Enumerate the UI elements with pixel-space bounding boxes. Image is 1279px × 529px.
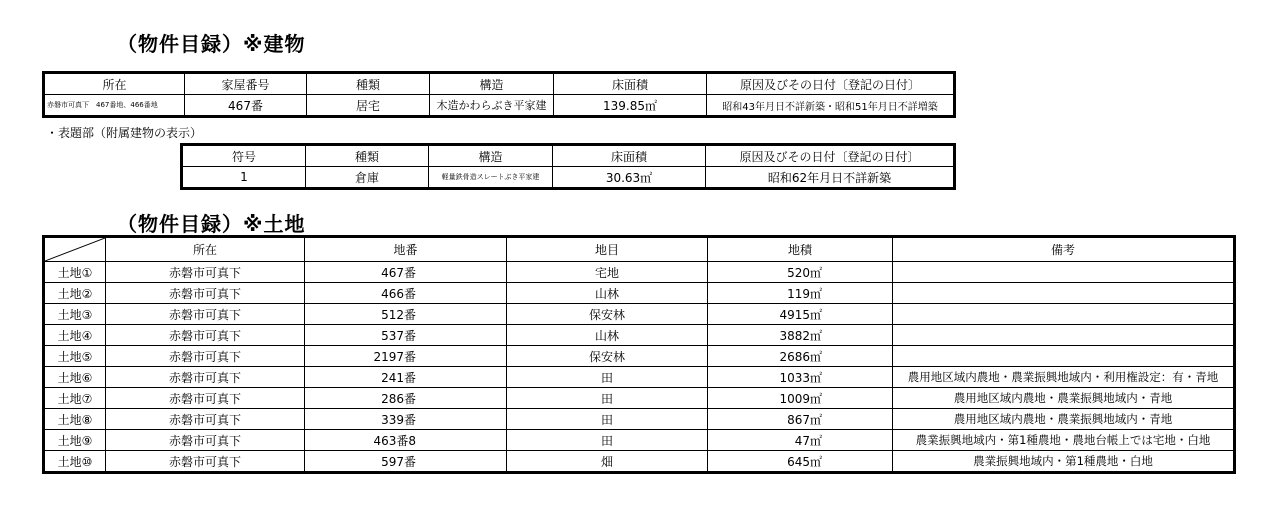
land-area: 2686㎡ — [708, 346, 893, 367]
table-row — [44, 304, 1235, 325]
land-area: 645㎡ — [708, 451, 893, 473]
land-location: 赤磐市可真下 — [106, 409, 305, 430]
land-remarks: 農業振興地域内・第1種農地・白地 — [893, 451, 1235, 473]
land-category: 田 — [507, 367, 708, 388]
table-row — [44, 451, 1235, 473]
table-row — [44, 388, 1235, 409]
land-remarks: 農用地区域内農地・農業振興地域内・利用権設定：有・青地 — [893, 367, 1235, 388]
building-heading: （物件目録）※建物 — [117, 32, 306, 56]
land-remarks — [893, 346, 1235, 367]
diagonal-line — [45, 238, 105, 261]
building-location: 赤磐市可真下 467番地、466番地 — [44, 95, 185, 117]
land-remarks — [893, 283, 1235, 304]
land-location: 赤磐市可真下 — [106, 304, 305, 325]
land-category: 田 — [507, 388, 708, 409]
header-area: 地積 — [708, 237, 893, 262]
annex-cause: 昭和62年月日不詳新築 — [706, 167, 955, 189]
land-area: 520㎡ — [708, 262, 893, 283]
annex-floor-area: 30.63㎡ — [553, 167, 706, 189]
land-remarks: 農用地区域内農地・農業振興地域内・青地 — [893, 409, 1235, 430]
land-body — [44, 262, 1235, 473]
land-lot: 537番 — [305, 325, 507, 346]
land-label: 土地⑥ — [44, 367, 106, 388]
annex-header-row — [182, 145, 955, 167]
land-lot: 597番 — [305, 451, 507, 473]
header-category: 地目 — [507, 237, 708, 262]
land-label: 土地⑦ — [44, 388, 106, 409]
land-location: 赤磐市可真下 — [106, 346, 305, 367]
header-structure: 構造 — [429, 145, 553, 167]
annex-note: ・表題部（附属建物の表示） — [46, 126, 203, 140]
land-category: 田 — [507, 430, 708, 451]
annex-data-row — [182, 167, 955, 189]
table-row — [44, 409, 1235, 430]
building-cause: 昭和43年月日不詳新築・昭和51年月日不詳増築 — [707, 95, 955, 117]
land-remarks — [893, 304, 1235, 325]
building-table — [42, 71, 956, 118]
annex-symbol: 1 — [182, 167, 306, 189]
land-label: 土地① — [44, 262, 106, 283]
land-area: 47㎡ — [708, 430, 893, 451]
building-floor-area: 139.85㎡ — [554, 95, 707, 117]
header-house-number: 家屋番号 — [185, 73, 307, 95]
land-category: 山林 — [507, 325, 708, 346]
land-lot: 467番 — [305, 262, 507, 283]
land-lot: 241番 — [305, 367, 507, 388]
land-location: 赤磐市可真下 — [106, 283, 305, 304]
annex-kind: 倉庫 — [306, 167, 429, 189]
annex-table — [180, 143, 956, 190]
header-cause: 原因及びその日付〔登記の日付〕 — [707, 73, 955, 95]
corner-diagonal-cell — [44, 237, 106, 262]
header-lot: 地番 — [305, 237, 507, 262]
header-location: 所在 — [106, 237, 305, 262]
land-remarks — [893, 262, 1235, 283]
land-lot: 339番 — [305, 409, 507, 430]
land-label: 土地⑩ — [44, 451, 106, 473]
table-row — [44, 346, 1235, 367]
land-category: 保安林 — [507, 346, 708, 367]
land-label: 土地⑨ — [44, 430, 106, 451]
header-floor-area: 床面積 — [553, 145, 706, 167]
land-label: 土地⑤ — [44, 346, 106, 367]
land-area: 119㎡ — [708, 283, 893, 304]
table-row — [44, 325, 1235, 346]
land-remarks: 農業振興地域内・第1種農地・農地台帳上では宅地・白地 — [893, 430, 1235, 451]
land-label: 土地⑧ — [44, 409, 106, 430]
land-category: 宅地 — [507, 262, 708, 283]
land-area: 867㎡ — [708, 409, 893, 430]
land-category: 田 — [507, 409, 708, 430]
land-label: 土地④ — [44, 325, 106, 346]
header-cause: 原因及びその日付〔登記の日付〕 — [706, 145, 955, 167]
land-header-row — [44, 237, 1235, 262]
land-lot: 463番8 — [305, 430, 507, 451]
annex-structure: 軽量鉄骨造スレートぶき平家建 — [429, 167, 553, 189]
land-category: 畑 — [507, 451, 708, 473]
land-category: 保安林 — [507, 304, 708, 325]
land-remarks — [893, 325, 1235, 346]
header-kind: 種類 — [307, 73, 430, 95]
land-lot: 2197番 — [305, 346, 507, 367]
building-house-number: 467番 — [185, 95, 307, 117]
land-location: 赤磐市可真下 — [106, 451, 305, 473]
header-remarks: 備考 — [893, 237, 1235, 262]
header-location: 所在 — [44, 73, 185, 95]
land-category: 山林 — [507, 283, 708, 304]
land-label: 土地③ — [44, 304, 106, 325]
land-heading: （物件目録）※土地 — [117, 212, 306, 236]
table-row — [44, 367, 1235, 388]
table-row — [44, 262, 1235, 283]
land-location: 赤磐市可真下 — [106, 262, 305, 283]
land-area: 3882㎡ — [708, 325, 893, 346]
building-header-row — [44, 73, 955, 95]
land-area: 4915㎡ — [708, 304, 893, 325]
land-remarks: 農用地区域内農地・農業振興地域内・青地 — [893, 388, 1235, 409]
building-data-row — [44, 95, 955, 117]
land-lot: 512番 — [305, 304, 507, 325]
building-kind: 居宅 — [307, 95, 430, 117]
header-kind: 種類 — [306, 145, 429, 167]
header-floor-area: 床面積 — [554, 73, 707, 95]
land-area: 1033㎡ — [708, 367, 893, 388]
land-location: 赤磐市可真下 — [106, 367, 305, 388]
land-lot: 466番 — [305, 283, 507, 304]
land-location: 赤磐市可真下 — [106, 430, 305, 451]
land-label: 土地② — [44, 283, 106, 304]
land-area: 1009㎡ — [708, 388, 893, 409]
land-location: 赤磐市可真下 — [106, 388, 305, 409]
land-lot: 286番 — [305, 388, 507, 409]
header-structure: 構造 — [430, 73, 554, 95]
building-structure: 木造かわらぶき平家建 — [430, 95, 554, 117]
header-symbol: 符号 — [182, 145, 306, 167]
land-table — [42, 235, 1236, 474]
table-row — [44, 430, 1235, 451]
table-row — [44, 283, 1235, 304]
land-location: 赤磐市可真下 — [106, 325, 305, 346]
